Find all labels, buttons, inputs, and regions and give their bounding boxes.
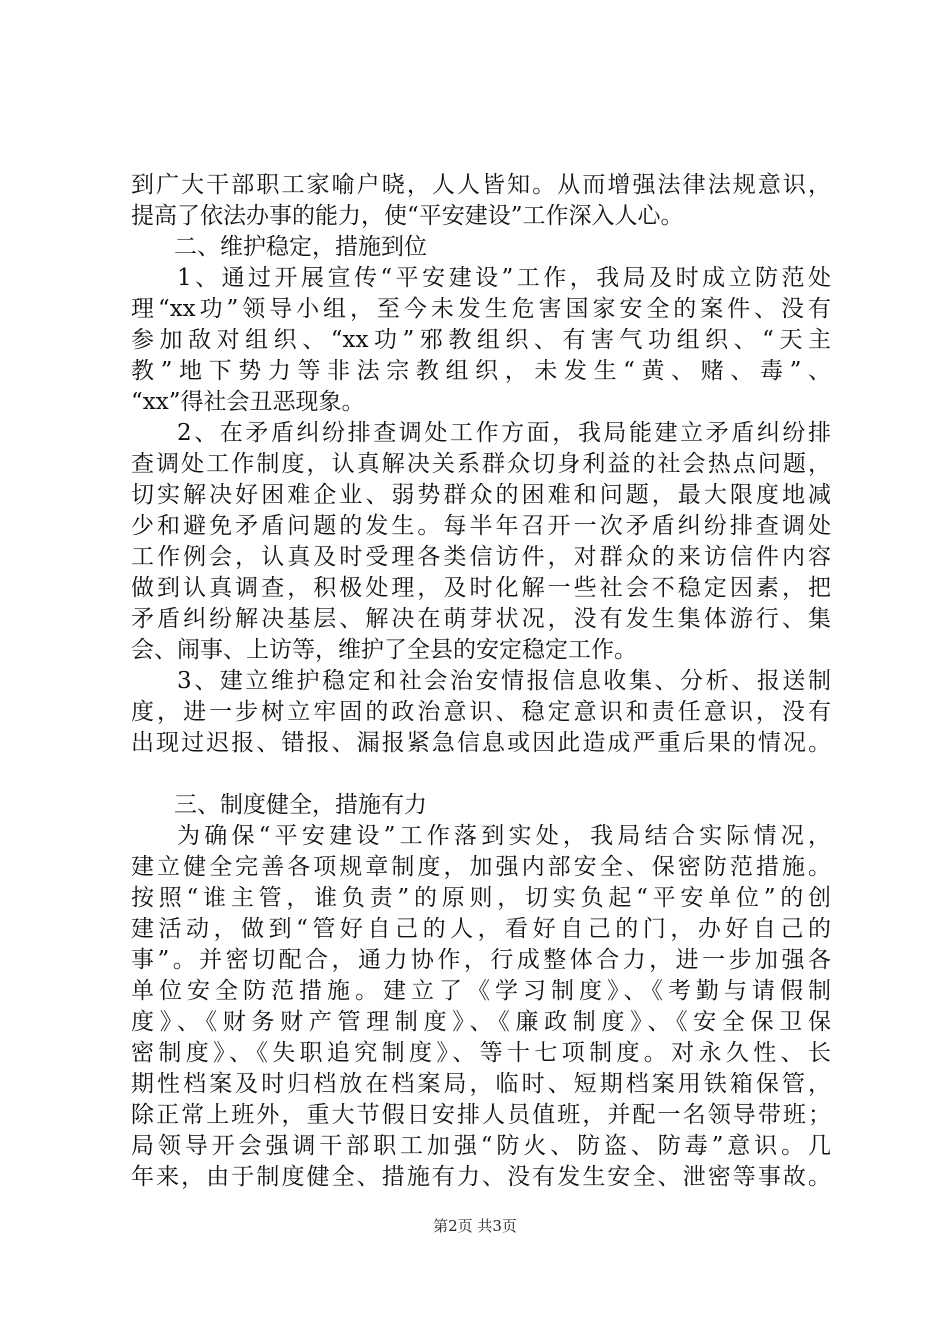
text-line: 会、闹事、上访等，维护了全县的安定稳定工作。 (131, 637, 637, 663)
section-heading: 三、制度健全，措施有力 (174, 792, 427, 818)
text-line: 1、通过开展宣传“平安建设”工作，我局及时成立防范处 (177, 265, 831, 291)
text-line: 3、建立维护稳定和社会治安情报信息收集、分析、报送制 (177, 668, 831, 694)
text-line: 年来，由于制度健全、措施有力、没有发生安全、泄密等事故。 (131, 1164, 831, 1190)
text-line: 出现过迟报、错报、漏报紧急信息或因此造成严重后果的情况。 (131, 730, 831, 756)
text-line: 提高了依法办事的能力，使“平安建设”工作深入人心。 (131, 203, 684, 229)
text-line: 到广大干部职工家喻户晓，人人皆知。从而增强法律法规意识， (131, 172, 831, 198)
text-line: 工作例会，认真及时受理各类信访件，对群众的来访信件内容 (131, 544, 831, 570)
blank-line (131, 759, 831, 790)
text-line: 参加敌对组织、“xx功”邪教组织、有害气功组织、“天主 (131, 327, 831, 353)
text-line: 度，进一步树立牢固的政治意识、稳定意识和责任意识，没有 (131, 699, 831, 725)
document-body (131, 170, 831, 1193)
text-line: 查调处工作制度，认真解决关系群众切身利益的社会热点问题， (131, 451, 831, 477)
text-line: 事”。并密切配合，通力协作，行成整体合力，进一步加强各 (131, 947, 831, 973)
text-line: 度》、《财务财产管理制度》、《廉政制度》、《安全保卫保 (131, 1009, 831, 1035)
text-line: 按照“谁主管，谁负责”的原则，切实负起“平安单位”的创 (131, 885, 831, 911)
text-line: 少和避免矛盾问题的发生。每半年召开一次矛盾纠纷排查调处 (131, 513, 831, 539)
text-line: 期性档案及时归档放在档案局，临时、短期档案用铁箱保管， (131, 1071, 831, 1097)
text-line: 局领导开会强调干部职工加强“防火、防盗、防毒”意识。几 (131, 1133, 831, 1159)
page-number-footer: 第2页 共3页 (433, 1217, 517, 1235)
text-line: 单位安全防范措施。建立了《学习制度》、《考勤与请假制 (131, 978, 831, 1004)
section-heading: 二、维护稳定，措施到位 (174, 234, 427, 260)
text-line: 教”地下势力等非法宗教组织，未发生“黄、赌、毒”、 (131, 358, 831, 384)
text-line: 切实解决好困难企业、弱势群众的困难和问题，最大限度地减 (131, 482, 831, 508)
text-line: 建活动，做到“管好自己的人，看好自己的门，办好自己的 (131, 916, 831, 942)
text-line: 为确保“平安建设”工作落到实处，我局结合实际情况， (177, 823, 831, 849)
text-line: 除正常上班外，重大节假日安排人员值班，并配一名领导带班； (131, 1102, 831, 1128)
text-line: 2、在矛盾纠纷排查调处工作方面，我局能建立矛盾纠纷排 (177, 420, 831, 446)
text-line: 做到认真调查，积极处理，及时化解一些社会不稳定因素，把 (131, 575, 831, 601)
text-line: “xx”得社会丑恶现象。 (131, 389, 365, 415)
text-line: 矛盾纠纷解决基层、解决在萌芽状况，没有发生集体游行、集 (131, 606, 831, 632)
text-line: 建立健全完善各项规章制度，加强内部安全、保密防范措施。 (131, 854, 831, 880)
text-line: 密制度》、《失职追究制度》、等十七项制度。对永久性、长 (131, 1040, 831, 1066)
text-line: 理“xx功”领导小组，至今未发生危害国家安全的案件、没有 (131, 296, 831, 322)
